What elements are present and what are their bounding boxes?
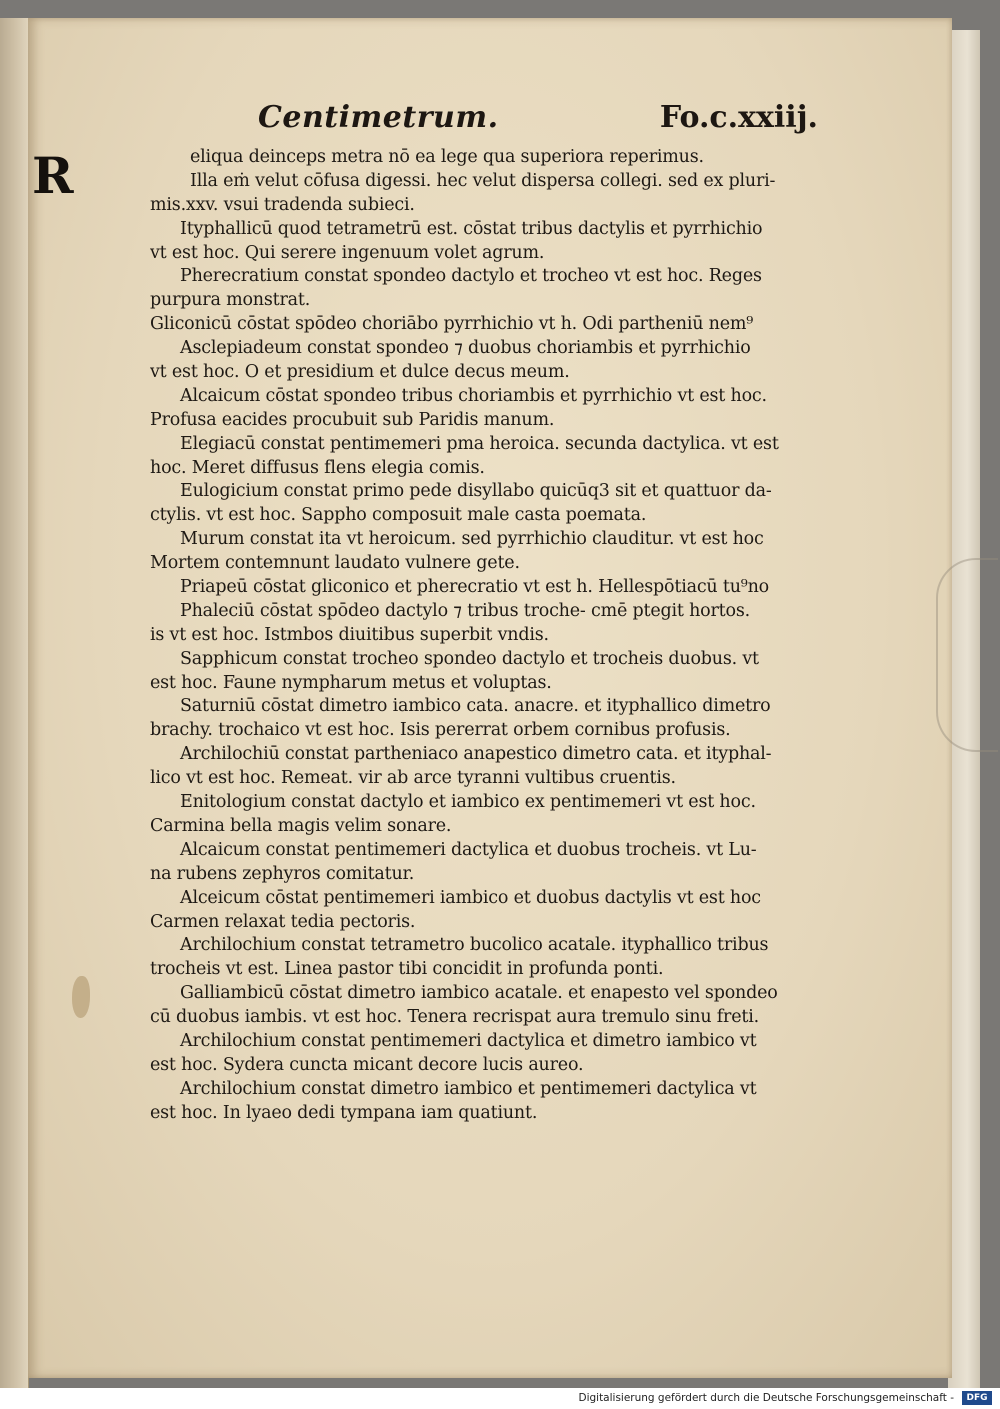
binding-fold (0, 18, 29, 1388)
initial-letter: R (32, 146, 74, 205)
text-line: Mortem contemnunt laudato vulnere gete. (150, 553, 520, 574)
text-line: est hoc. In lyaeo dedi tympana iam quatiunt. (150, 1102, 538, 1123)
text-line: purpura monstrat. (150, 290, 311, 311)
text-line: Carmina bella magis velim sonare. (150, 815, 452, 836)
text-line: Murum constat ita vt heroicum. sed pyrrhichio clauditur. vt est hoc (180, 529, 764, 550)
text-line: vt est hoc. O et presidium et dulce decus meum. (150, 362, 570, 383)
text-line: Enitologium constat dactylo et iambico ex pentimemeri vt est hoc. (180, 792, 756, 813)
text-line: Asclepiadeum constat spondeo ⁊ duobus choriambis et pyrrhichio (180, 338, 751, 359)
text-line: Elegiacū constat pentimemeri pma heroica. secunda dactylica. vt est (180, 433, 779, 454)
clasp-shadow (936, 558, 998, 752)
text-line: Archilochium constat tetrametro bucolico acatale. ityphallico tribus (180, 935, 769, 956)
text-line: hoc. Meret diffusus flens elegia comis. (150, 457, 485, 478)
text-line: Alceicum cōstat pentimemeri iambico et duobus dactylis vt est hoc (180, 887, 761, 908)
text-line: Archilochiū constat partheniaco anapestico dimetro cata. et ityphal- (180, 744, 772, 765)
running-head (258, 100, 818, 146)
text-line: mis.xxv. vsui tradenda subieci. (150, 194, 415, 215)
body-text (150, 146, 822, 1126)
folio-number: Fo.c.xxiij. (659, 100, 818, 135)
text-line: Carmen relaxat tedia pectoris. (150, 911, 416, 932)
paper-stain (72, 976, 90, 1018)
text-line: vt est hoc. Qui serere ingenuum volet agrum. (150, 242, 545, 263)
text-line: trocheis vt est. Linea pastor tibi concidit in profunda ponti. (150, 959, 664, 980)
text-line: is vt est hoc. Istmbos diuitibus superbit vndis. (150, 624, 549, 645)
text-line: eliqua deinceps metra nō ea lege qua superiora reperimus. (190, 147, 704, 167)
text-line: est hoc. Sydera cuncta micant decore lucis aureo. (150, 1054, 584, 1075)
footer-credit: Digitalisierung gefördert durch die Deutsche Forschungsgemeinschaft - (578, 1392, 954, 1404)
text-line: Alcaicum constat pentimemeri dactylica et duobus trocheis. vt Lu- (180, 839, 757, 860)
running-head-title: Centimetrum. (258, 100, 499, 135)
text-line: Illa eṁ velut cōfusa digessi. hec velut dispersa collegi. sed ex pluri- (190, 170, 776, 191)
text-line: Gliconicū cōstat spōdeo choriābo pyrrhichio vt h. Odi partheniū nem⁹ (150, 314, 754, 335)
text-line: Priapeū cōstat gliconico et pherecratio vt est h. Hellespōtiacū tu⁹no (180, 577, 769, 598)
text-line: Alcaicum cōstat spondeo tribus choriambis et pyrrhichio vt est hoc. (180, 385, 767, 406)
text-line: Archilochium constat dimetro iambico et pentimemeri dactylica vt (180, 1078, 757, 1099)
dfg-logo: DFG (962, 1391, 992, 1405)
text-line: Profusa eacides procubuit sub Paridis manum. (150, 409, 555, 430)
text-line: brachy. trochaico vt est hoc. Isis pererrat orbem cornibus profusis. (150, 720, 731, 741)
text-line: Sapphicum constat trocheo spondeo dactylo et trocheis duobus. vt (180, 648, 759, 669)
text-line: Phaleciū cōstat spōdeo dactylo ⁊ tribus troche- cmē ptegit hortos. (180, 600, 750, 621)
book-page (28, 18, 952, 1378)
text-line: Ityphallicū quod tetrametrū est. cōstat tribus dactylis et pyrrhichio (180, 218, 763, 239)
text-line: Eulogicium constat primo pede disyllabo quicūq3 sit et quattuor da- (180, 481, 772, 502)
text-line: est hoc. Faune nympharum metus et voluptas. (150, 672, 552, 693)
text-line: cū duobus iambis. vt est hoc. Tenera recrispat aura tremulo sinu freti. (150, 1007, 759, 1028)
text-line: ctylis. vt est hoc. Sappho composuit male casta poemata. (150, 505, 647, 526)
text-line: lico vt est hoc. Remeat. vir ab arce tyranni vultibus cruentis. (150, 768, 676, 789)
text-line: Saturniū cōstat dimetro iambico cata. anacre. et ityphallico dimetro (180, 696, 771, 717)
text-line: Galliambicū cōstat dimetro iambico acatale. et enapesto vel spondeo (180, 983, 778, 1004)
text-line: na rubens zephyros comitatur. (150, 863, 415, 884)
text-line: Pherecratium constat spondeo dactylo et trocheo vt est hoc. Reges (180, 266, 762, 287)
text-line: Archilochium constat pentimemeri dactylica et dimetro iambico vt (180, 1030, 757, 1051)
